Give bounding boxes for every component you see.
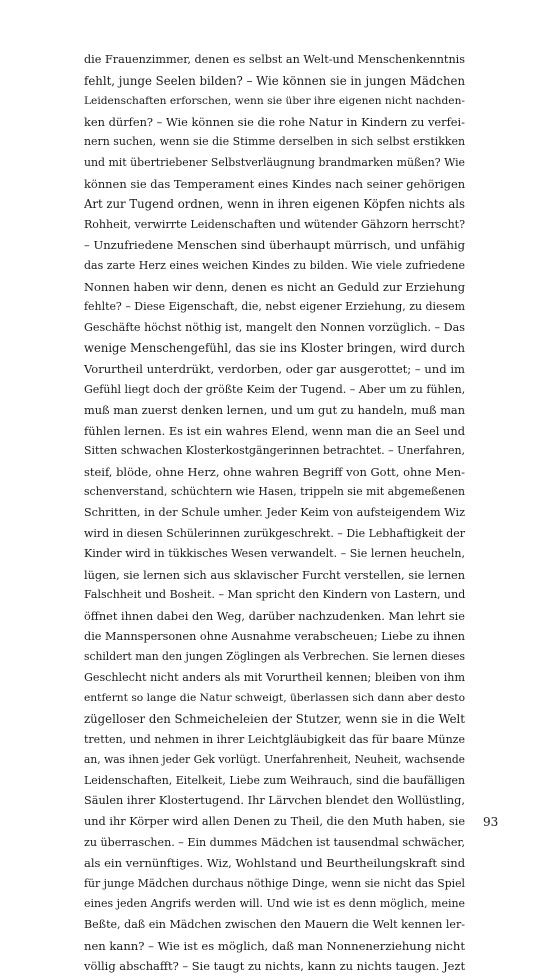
text-line: eines jeden Angrifs werden will. Und wie ist es denn möglich, meine xyxy=(84,897,465,911)
text-line: ken dürfen? – Wie können sie die rohe Natur in Kindern zu verfei- xyxy=(84,114,465,129)
text-line: Beßte, daß ein Mädchen zwischen den Mauern die Welt kennen ler- xyxy=(84,917,465,931)
text-line: nen kann? – Wie ist es möglich, daß man Nonnenerziehung nicht xyxy=(84,938,465,953)
text-line: Leidenschaften erforschen, wenn sie über ihre eigenen nicht nachden- xyxy=(84,94,465,108)
text-line: völlig abschafft? – Sie taugt zu nichts, kann zu nichts taugen. Jezt xyxy=(84,959,466,974)
text-line: als ein vernünftiges. Wiz, Wohlstand und Beurtheilungskraft sind xyxy=(84,856,466,871)
text-line: Geschlecht nicht anders als mit Vorurtheil kennen; bleiben von ihm xyxy=(84,670,465,684)
text-line: die Frauenzimmer, denen es selbst an Welt-und Menschenkenntnis xyxy=(84,53,465,66)
text-line: fehlt, junge Seelen bilden? – Wie können sie in jungen Mädchen xyxy=(84,73,465,88)
text-line: Falschheit und Bosheit. – Man spricht den Kindern von Lastern, und xyxy=(84,588,466,602)
text-line: Schritten, in der Schule umher. Jeder Keim von aufsteigendem Wiz xyxy=(84,506,465,520)
text-line: Nonnen haben wir denn, denen es nicht an Geduld zur Erziehung xyxy=(84,279,466,294)
text-line: entfernt so lange die Natur schweigt, überlassen sich dann aber desto xyxy=(84,691,465,705)
text-line: nern suchen, wenn sie die Stimme derselben in sich selbst erstikken xyxy=(84,135,465,149)
page-number: 93 xyxy=(483,815,499,829)
text-line: öffnet ihnen dabei den Weg, darüber nachzudenken. Man lehrt sie xyxy=(84,609,465,624)
text-line: Gefühl liegt doch der größte Keim der Tugend. – Aber um zu fühlen, xyxy=(84,382,466,396)
text-line: Sitten schwachen Klosterkostgängerinnen betrachtet. – Unerfahren, xyxy=(84,444,465,458)
text-line: Säulen ihrer Klostertugend. Ihr Lärvchen blendet den Wollüstling, xyxy=(84,794,465,808)
text-line: an, was ihnen jeder Gek vorlügt. Unerfahrenheit, Neuheit, wachsende xyxy=(84,753,465,767)
text-line: zu überraschen. – Ein dummes Mädchen ist tausendmal schwächer, xyxy=(84,835,465,849)
text-line: schildert man den jungen Zöglingen als Verbrechen. Sie lernen dieses xyxy=(84,650,466,664)
text-line: Geschäfte höchst nöthig ist, mangelt den Nonnen vorzüglich. – Das xyxy=(84,320,465,334)
text-line: und mit übertriebener Selbstverläugnung brandmarken müßen? Wie xyxy=(84,155,465,169)
text-line: das zarte Herz eines weichen Kindes zu bilden. Wie viele zufriedene xyxy=(84,258,465,272)
text-line: Art zur Tugend ordnen, wenn in ihren eigenen Köpfen nichts als xyxy=(84,197,465,212)
text-line: können sie das Temperament eines Kindes nach seiner gehörigen xyxy=(84,176,466,191)
text-line: zügelloser den Schmeicheleien der Stutzer, wenn sie in die Welt xyxy=(84,712,465,726)
text-line: wenige Menschengefühl, das sie ins Kloster bringen, wird durch xyxy=(84,341,465,356)
text-line: fehlte? – Diese Eigenschaft, die, nebst eigener Erziehung, zu diesem xyxy=(84,300,465,314)
body-text xyxy=(84,50,465,977)
text-line: die Mannspersonen ohne Ausnahme verabscheuen; Liebe zu ihnen xyxy=(84,629,465,643)
text-line: lügen, sie lernen sich aus sklavischer Furcht verstellen, sie lernen xyxy=(84,567,465,582)
text-line: Leidenschaften, Eitelkeit, Liebe zum Weihrauch, sind die baufälligen xyxy=(84,773,466,787)
text-line: und ihr Körper wird allen Denen zu Theil, die den Muth haben, sie xyxy=(84,814,465,828)
text-line: Vorurtheil unterdrükt, verdorben, oder gar ausgerottet; – und im xyxy=(84,361,465,376)
text-line: fühlen lernen. Es ist ein wahres Elend, wenn man die an Seel und xyxy=(84,423,466,438)
text-line: wird in diesen Schülerinnen zurükgeschrekt. – Die Lebhaftigkeit der xyxy=(84,526,465,540)
text-line: muß man zuerst denken lernen, und um gut zu handeln, muß man xyxy=(84,403,465,418)
text-line: – Unzufriedene Menschen sind überhaupt mürrisch, und unfähig xyxy=(84,238,466,253)
text-line: Rohheit, verwirrte Leidenschaften und wütender Gähzorn herrscht? xyxy=(84,217,465,231)
text-line: tretten, und nehmen in ihrer Leichtgläubigkeit das für baare Münze xyxy=(84,732,465,746)
text-line: Kinder wird in tükkisches Wesen verwandelt. – Sie lernen heucheln, xyxy=(84,547,465,561)
text-line: steif, blöde, ohne Herz, ohne wahren Begriff von Gott, ohne Men- xyxy=(84,464,465,479)
text-line: schenverstand, schüchtern wie Hasen, trippeln sie mit abgemeßenen xyxy=(84,485,466,499)
text-line: für junge Mädchen durchaus nöthige Dinge, wenn sie nicht das Spiel xyxy=(84,876,465,890)
